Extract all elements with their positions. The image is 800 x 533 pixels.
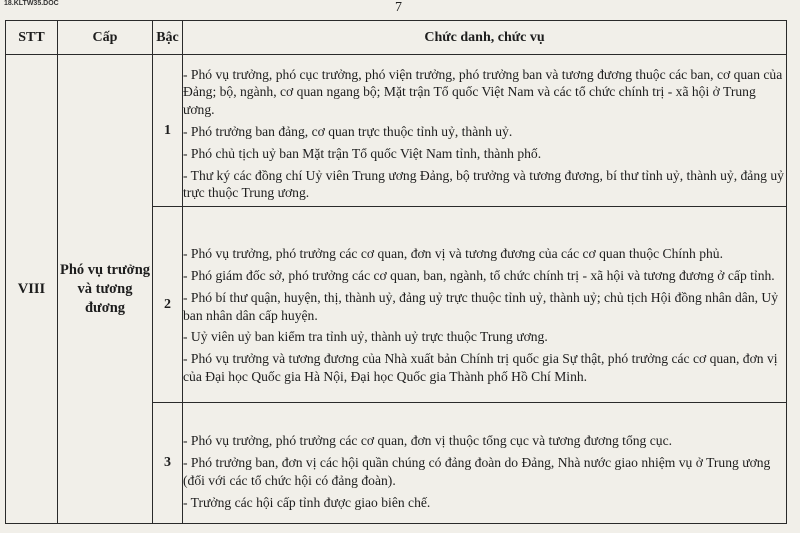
document-filename: 18.KLTW35.DOC [4,0,59,7]
position-table [5,20,787,524]
description-cell [183,207,787,403]
list-item: - Uỷ viên uỷ ban kiểm tra tỉnh uỷ, thành uỷ trực thuộc Trung ương. [183,329,548,345]
list-item: - Phó vụ trưởng, phó cục trưởng, phó viện trưởng, phó trưởng ban và tương đương thuộc các ban, cơ quan của Đảng; bộ, ngành, cơ quan ngang bộ; Mặt trận Tổ quốc Việt Nam và các tổ chức chính trị - xã hội ở Trung ương. [183,67,783,117]
list-item: - Phó vụ trưởng, phó trưởng các cơ quan, đơn vị thuộc tổng cục và tương đương tổng cục. [183,433,673,449]
description-cell [183,55,787,207]
list-item: - Thư ký các đồng chí Uỷ viên Trung ương Đảng, bộ trưởng và tương đương, bí thư tỉnh uỷ, thành uỷ, đảng uỷ trực thuộc Trung ương. [183,167,784,201]
bac-cell: 2 [153,207,183,403]
list-item: - Phó chủ tịch uỷ ban Mặt trận Tổ quốc Việt Nam tỉnh, thành phố. [183,145,542,161]
bac-cell: 1 [153,55,183,207]
list-item: - Trưởng các hội cấp tỉnh được giao biên chế. [183,494,431,510]
page-number: 7 [395,0,402,15]
list-item: - Phó trưởng ban, đơn vị các hội quần chúng có đảng đoàn do Đảng, Nhà nước giao nhiệm vụ ở Trung ương (đối với các tổ chức hội có đảng đoàn). [183,455,771,488]
column-header-cap: Cấp [58,21,153,55]
cap-cell: Phó vụ trưởng và tương đương [58,55,153,524]
bac-cell: 3 [153,403,183,524]
table-header-row [6,21,787,55]
list-item: - Phó trưởng ban đảng, cơ quan trực thuộc tỉnh uỷ, thành uỷ. [183,123,513,139]
list-item: - Phó bí thư quận, huyện, thị, thành uỷ, đảng uỷ trực thuộc tỉnh uỷ, thành uỷ; chủ tịch Hội đồng nhân dân, Uỷ ban nhân dân cấp huyện. [183,290,779,323]
column-header-bac: Bậc [153,21,183,55]
description-cell [183,403,787,524]
table-row [6,55,787,207]
list-item: - Phó vụ trưởng và tương đương của Nhà xuất bản Chính trị quốc gia Sự thật, phó trưởng các cơ quan, đơn vị của Đại học Quốc gia Hà Nội, Đại học Quốc gia Thành phố Hồ Chí Minh. [183,351,778,384]
list-item: - Phó giám đốc sở, phó trưởng các cơ quan, ban, ngành, tổ chức chính trị - xã hội và tương đương ở cấp tỉnh. [183,268,775,284]
stt-cell: VIII [6,55,58,524]
list-item: - Phó vụ trưởng, phó trưởng các cơ quan, đơn vị và tương đương của các cơ quan thuộc Chính phủ. [183,246,723,262]
column-header-stt: STT [6,21,58,55]
column-header-title: Chức danh, chức vụ [183,21,787,55]
